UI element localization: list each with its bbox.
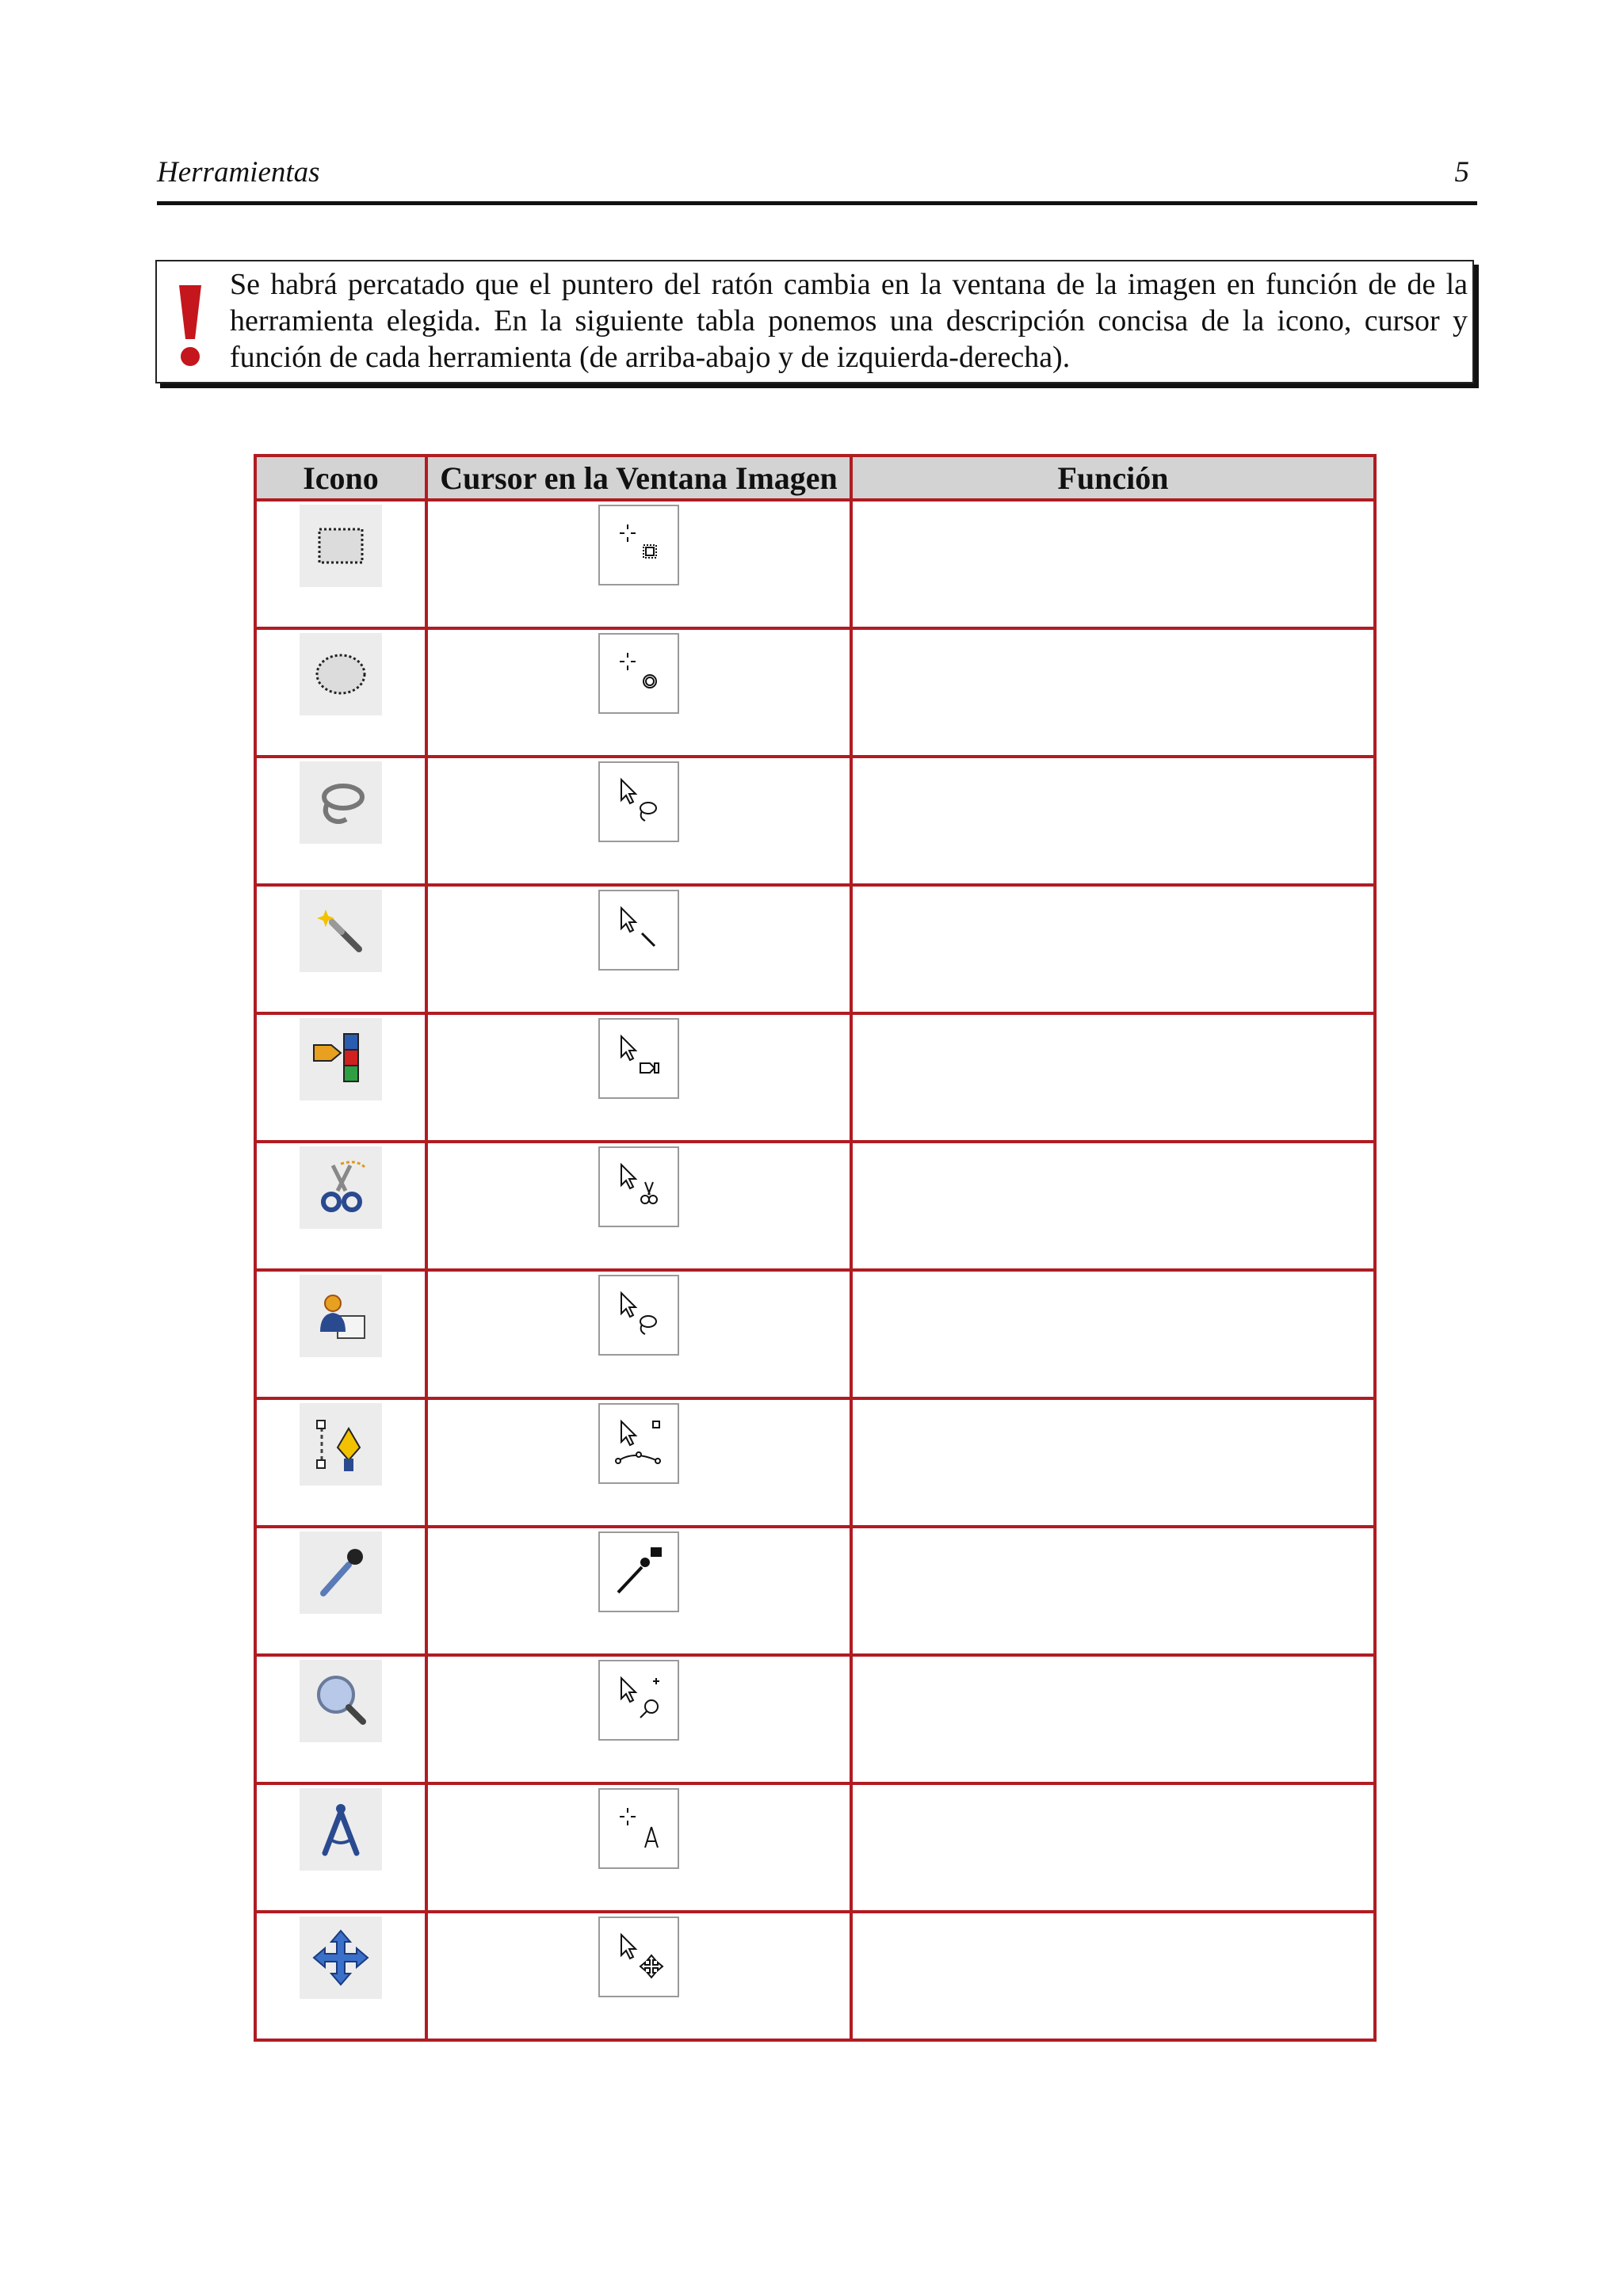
function-cell xyxy=(851,500,1375,628)
page-number: 5 xyxy=(1454,156,1469,189)
function-cell xyxy=(851,1270,1375,1398)
note-box xyxy=(155,260,1474,383)
note-text: Se habrá percatado que el puntero del ratón cambia en la ventana de la imagen en función de de la herramienta elegida. En la siguiente tabla ponemos una descripción concisa de la icono, cursor y función de cada herramienta (de arriba-abajo y de izquierda-derecha). xyxy=(230,268,1468,374)
scissors-icon xyxy=(300,1146,382,1229)
table-row xyxy=(255,757,1375,885)
table-row xyxy=(255,1912,1375,2040)
zoom-cursor-icon xyxy=(598,1660,679,1741)
foreground-select-icon xyxy=(300,1275,382,1357)
magic-wand-cursor-icon xyxy=(598,890,679,971)
paths-icon xyxy=(300,1403,382,1486)
function-cell xyxy=(851,1527,1375,1655)
color-select-cursor-icon xyxy=(598,1018,679,1099)
function-cell xyxy=(851,1142,1375,1270)
paths-cursor-icon xyxy=(598,1403,679,1484)
function-cell xyxy=(851,1912,1375,2040)
function-cell xyxy=(851,1783,1375,1912)
table-row xyxy=(255,628,1375,757)
magic-wand-icon xyxy=(300,890,382,972)
table-row xyxy=(255,1655,1375,1783)
rect-select-cursor-icon xyxy=(598,505,679,585)
function-cell xyxy=(851,885,1375,1013)
table-row xyxy=(255,1270,1375,1398)
function-cell xyxy=(851,1655,1375,1783)
measure-cursor-icon xyxy=(598,1788,679,1869)
table-row xyxy=(255,1013,1375,1142)
rect-select-icon xyxy=(300,505,382,587)
foreground-select-cursor-icon xyxy=(598,1275,679,1356)
table-row xyxy=(255,500,1375,628)
zoom-icon xyxy=(300,1660,382,1742)
measure-icon xyxy=(300,1788,382,1871)
function-cell xyxy=(851,1013,1375,1142)
tools-table xyxy=(254,454,1377,2042)
function-cell xyxy=(851,1398,1375,1527)
function-cell xyxy=(851,757,1375,885)
color-select-icon xyxy=(300,1018,382,1100)
scissors-cursor-icon xyxy=(598,1146,679,1227)
table-row xyxy=(255,1783,1375,1912)
function-cell xyxy=(851,628,1375,757)
section-title: Herramientas xyxy=(157,156,320,189)
table-row xyxy=(255,1142,1375,1270)
lasso-icon xyxy=(300,761,382,844)
header-function: Función xyxy=(851,456,1375,500)
table-row xyxy=(255,885,1375,1013)
color-picker-icon xyxy=(300,1531,382,1614)
color-picker-cursor-icon xyxy=(598,1531,679,1612)
table-header-row xyxy=(255,456,1375,500)
move-cursor-icon xyxy=(598,1917,679,1997)
header-cursor: Cursor en la Ventana Imagen xyxy=(426,456,851,500)
exclamation-icon xyxy=(174,282,206,369)
lasso-cursor-icon xyxy=(598,761,679,842)
ellipse-select-cursor-icon xyxy=(598,633,679,714)
move-icon xyxy=(300,1917,382,1999)
table-row xyxy=(255,1398,1375,1527)
page-header xyxy=(157,155,1477,205)
header-icon: Icono xyxy=(255,456,426,500)
table-row xyxy=(255,1527,1375,1655)
ellipse-select-icon xyxy=(300,633,382,715)
